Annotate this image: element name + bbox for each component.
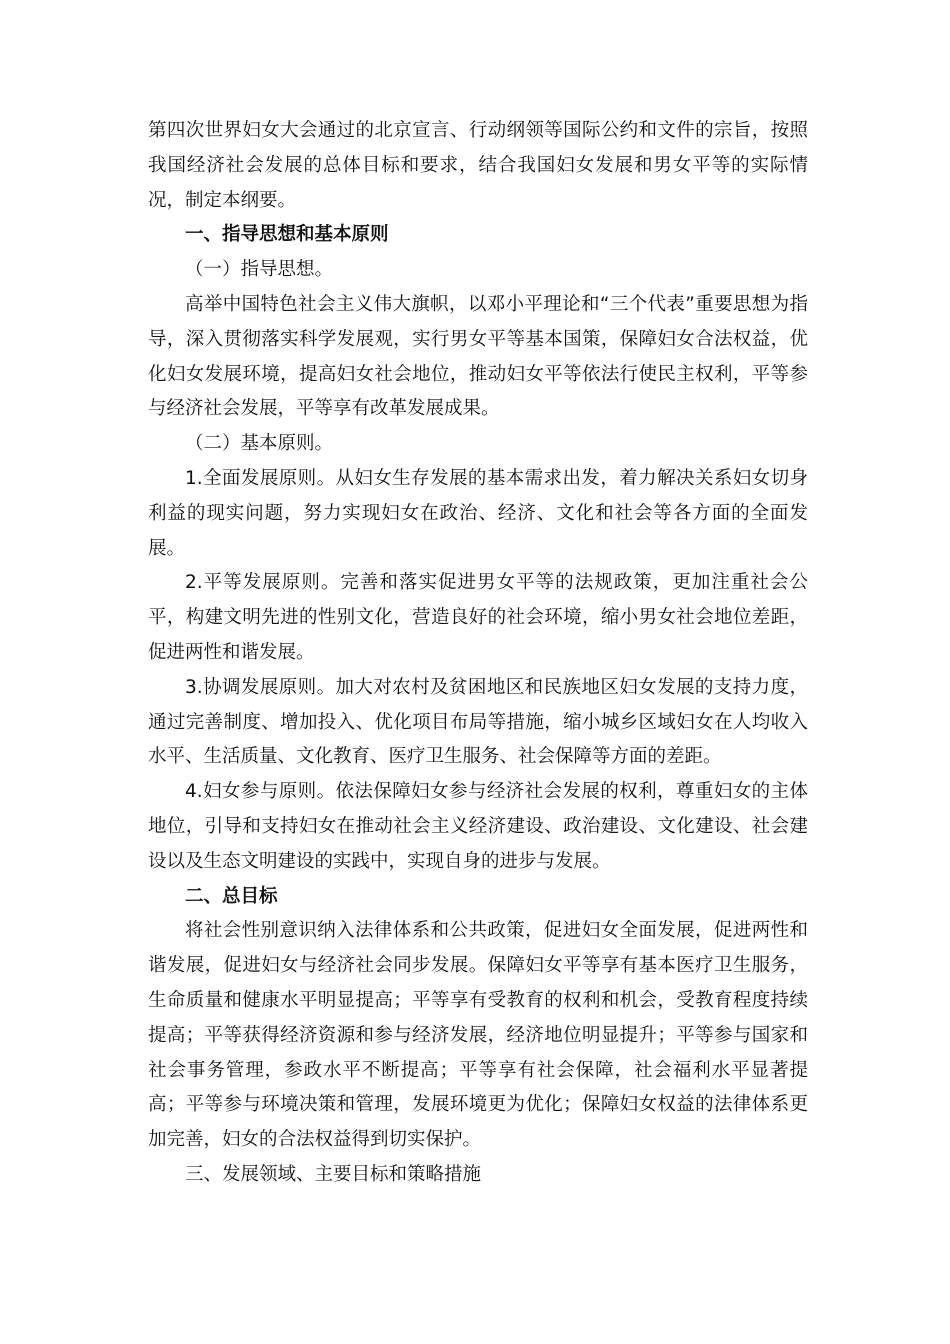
guiding-thought-paragraph: 高举中国特色社会主义伟大旗帜，以邓小平理论和“三个代表”重要思想为指导，深入贯彻落实科学发展观，实行男女平等基本国策，保障妇女合法权益，优化妇女发展环境，提高妇女社会地位，推动妇女平等依法行使民主权利，平等参与经济社会发展，平等享有改革发展成果。 — [148, 293, 808, 420]
document-body — [148, 114, 808, 1193]
section-heading-development-areas: 三、发展领域、主要目标和策略措施 — [185, 1163, 482, 1185]
section-heading-overall-goals: 二、总目标 — [185, 885, 278, 907]
intro-paragraph: 第四次世界妇女大会通过的北京宣言、行动纲领等国际公约和文件的宗旨，按照我国经济社会发展的总体目标和要求，结合我国妇女发展和男女平等的实际情况，制定本纲要。 — [148, 120, 808, 211]
principle-comprehensive-development: 1.全面发展原则。从妇女生存发展的基本需求出发，着力解决关系妇女切身利益的现实问题，努力实现妇女在政治、经济、文化和社会等各方面的全面发展。 — [148, 467, 808, 559]
principle-women-participation: 4.妇女参与原则。依法保障妇女参与经济社会发展的权利，尊重妇女的主体地位，引导和支持妇女在推动社会主义经济建设、政治建设、文化建设、社会建设以及生态文明建设的实践中，实现自身的进步与发展。 — [148, 781, 808, 872]
subheading-basic-principles: （二）基本原则。 — [185, 433, 334, 455]
principle-coordinated-development: 3.协调发展原则。加大对农村及贫困地区和民族地区妇女发展的支持力度，通过完善制度、增加投入、优化项目布局等措施，缩小城乡区域妇女在人均收入水平、生活质量、文化教育、医疗卫生服务、社会保障等方面的差距。 — [148, 676, 808, 768]
section-heading-guiding-principles: 一、指导思想和基本原则 — [185, 224, 389, 246]
principle-equal-development: 2.平等发展原则。完善和落实促进男女平等的法规政策，更加注重社会公平，构建文明先进的性别文化，营造良好的社会环境，缩小男女社会地位差距，促进两性和谐发展。 — [148, 572, 808, 663]
overall-goals-paragraph: 将社会性别意识纳入法律体系和公共政策，促进妇女全面发展，促进两性和谐发展，促进妇女与经济社会同步发展。保障妇女平等享有基本医疗卫生服务，生命质量和健康水平明显提高；平等享有受教育的权利和机会，受教育程度持续提高；平等获得经济资源和参与经济发展，经济地位明显提升；平等参与国家和社会事务管理，参政水平不断提高；平等享有社会保障，社会福利水平显著提高；平等参与环境决策和管理，发展环境更为优化；保障妇女权益的法律体系更加完善，妇女的合法权益得到切实保护。 — [148, 920, 808, 1151]
subheading-guiding-thought: （一）指导思想。 — [185, 259, 334, 281]
